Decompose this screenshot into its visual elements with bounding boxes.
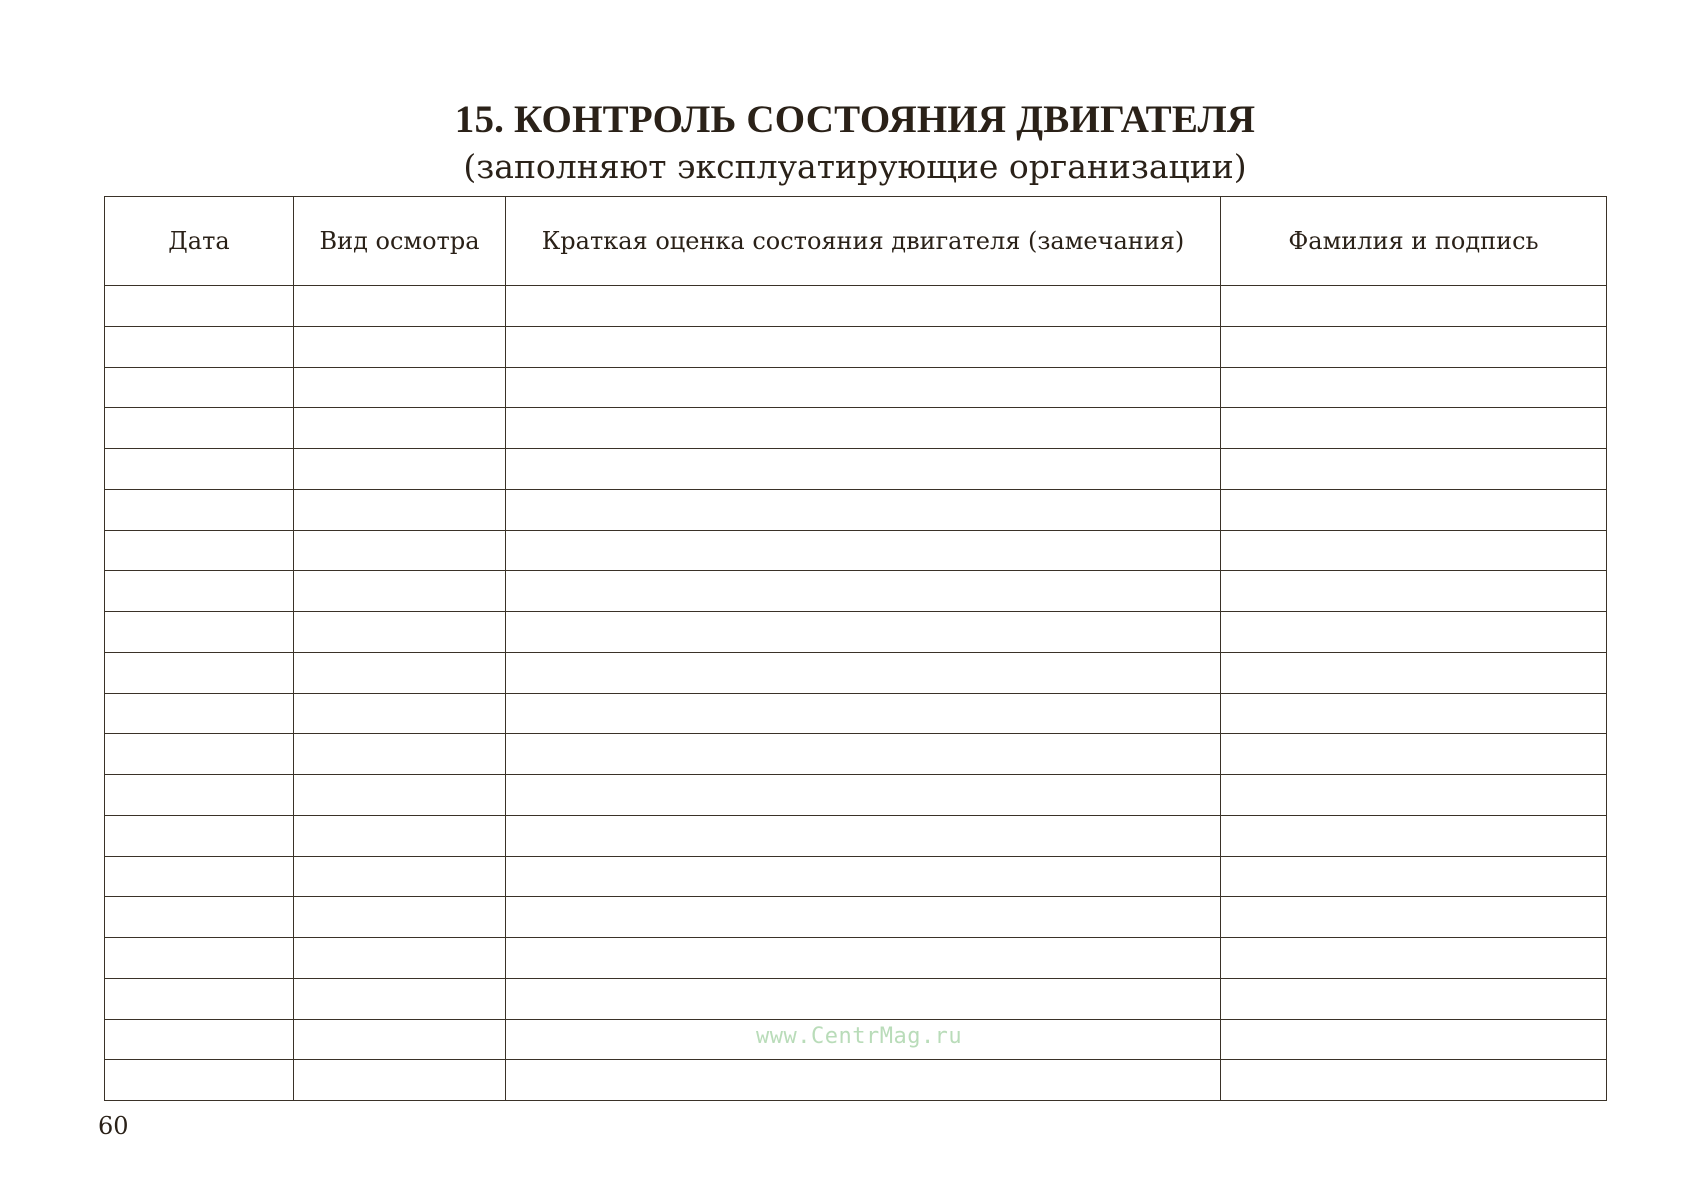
table-row [105, 449, 1607, 490]
table-row [105, 367, 1607, 408]
cell-inspection-type[interactable] [294, 489, 506, 530]
cell-assessment[interactable] [506, 612, 1221, 653]
table-row [105, 408, 1607, 449]
page-number: 60 [98, 1112, 129, 1140]
cell-name-signature[interactable] [1221, 571, 1607, 612]
cell-date[interactable] [105, 286, 294, 327]
table-row [105, 530, 1607, 571]
cell-inspection-type[interactable] [294, 286, 506, 327]
page-title: 15. КОНТРОЛЬ СОСТОЯНИЯ ДВИГАТЕЛЯ [454, 98, 1256, 141]
table-row [105, 286, 1607, 327]
cell-date[interactable] [105, 571, 294, 612]
cell-assessment[interactable] [506, 1060, 1221, 1101]
cell-date[interactable] [105, 938, 294, 979]
cell-assessment[interactable] [506, 367, 1221, 408]
cell-date[interactable] [105, 449, 294, 490]
cell-date[interactable] [105, 408, 294, 449]
column-header-assessment: Краткая оценка состояния двигателя (замечания) [506, 197, 1221, 286]
cell-name-signature[interactable] [1221, 1019, 1607, 1060]
table-row [105, 326, 1607, 367]
cell-assessment[interactable] [506, 897, 1221, 938]
cell-date[interactable] [105, 856, 294, 897]
cell-name-signature[interactable] [1221, 367, 1607, 408]
cell-date[interactable] [105, 815, 294, 856]
cell-name-signature[interactable] [1221, 652, 1607, 693]
cell-inspection-type[interactable] [294, 815, 506, 856]
cell-assessment[interactable] [506, 489, 1221, 530]
cell-assessment[interactable] [506, 530, 1221, 571]
cell-inspection-type[interactable] [294, 775, 506, 816]
cell-inspection-type[interactable] [294, 734, 506, 775]
cell-date[interactable] [105, 1060, 294, 1101]
table-row [105, 897, 1607, 938]
watermark: www.CentrMag.ru [756, 1024, 963, 1049]
cell-inspection-type[interactable] [294, 978, 506, 1019]
table-row [105, 571, 1607, 612]
engine-condition-log-table [104, 196, 1607, 1101]
cell-name-signature[interactable] [1221, 489, 1607, 530]
cell-inspection-type[interactable] [294, 408, 506, 449]
cell-assessment[interactable] [506, 449, 1221, 490]
cell-assessment[interactable] [506, 693, 1221, 734]
cell-name-signature[interactable] [1221, 408, 1607, 449]
cell-inspection-type[interactable] [294, 571, 506, 612]
cell-assessment[interactable] [506, 978, 1221, 1019]
cell-date[interactable] [105, 734, 294, 775]
cell-assessment[interactable] [506, 652, 1221, 693]
table-row [105, 1060, 1607, 1101]
cell-date[interactable] [105, 326, 294, 367]
table-body [105, 286, 1607, 1101]
cell-inspection-type[interactable] [294, 693, 506, 734]
cell-assessment[interactable] [506, 408, 1221, 449]
cell-date[interactable] [105, 897, 294, 938]
cell-inspection-type[interactable] [294, 897, 506, 938]
cell-name-signature[interactable] [1221, 449, 1607, 490]
cell-name-signature[interactable] [1221, 856, 1607, 897]
cell-assessment[interactable] [506, 938, 1221, 979]
cell-inspection-type[interactable] [294, 612, 506, 653]
cell-name-signature[interactable] [1221, 693, 1607, 734]
cell-date[interactable] [105, 367, 294, 408]
cell-name-signature[interactable] [1221, 1060, 1607, 1101]
cell-inspection-type[interactable] [294, 530, 506, 571]
cell-date[interactable] [105, 978, 294, 1019]
table-row [105, 938, 1607, 979]
table-row [105, 693, 1607, 734]
cell-name-signature[interactable] [1221, 326, 1607, 367]
page-subtitle: (заполняют эксплуатирующие организации) [463, 147, 1247, 186]
cell-name-signature[interactable] [1221, 938, 1607, 979]
cell-date[interactable] [105, 693, 294, 734]
cell-inspection-type[interactable] [294, 856, 506, 897]
table-row [105, 612, 1607, 653]
cell-inspection-type[interactable] [294, 326, 506, 367]
cell-date[interactable] [105, 612, 294, 653]
table-row [105, 978, 1607, 1019]
cell-assessment[interactable] [506, 815, 1221, 856]
cell-date[interactable] [105, 775, 294, 816]
cell-name-signature[interactable] [1221, 286, 1607, 327]
cell-assessment[interactable] [506, 775, 1221, 816]
column-header-name-signature: Фамилия и подпись [1221, 197, 1607, 286]
cell-name-signature[interactable] [1221, 897, 1607, 938]
cell-assessment[interactable] [506, 286, 1221, 327]
cell-assessment[interactable] [506, 326, 1221, 367]
table-row [105, 815, 1607, 856]
cell-assessment[interactable] [506, 571, 1221, 612]
cell-inspection-type[interactable] [294, 938, 506, 979]
table-row [105, 856, 1607, 897]
table-row [105, 652, 1607, 693]
log-table-container [104, 196, 1606, 1101]
cell-name-signature[interactable] [1221, 734, 1607, 775]
cell-assessment[interactable] [506, 734, 1221, 775]
table-row [105, 734, 1607, 775]
cell-name-signature[interactable] [1221, 612, 1607, 653]
table-row [105, 775, 1607, 816]
cell-date[interactable] [105, 1019, 294, 1060]
cell-date[interactable] [105, 652, 294, 693]
cell-name-signature[interactable] [1221, 775, 1607, 816]
cell-name-signature[interactable] [1221, 978, 1607, 1019]
cell-inspection-type[interactable] [294, 1019, 506, 1060]
table-row [105, 489, 1607, 530]
cell-inspection-type[interactable] [294, 652, 506, 693]
column-header-inspection-type: Вид осмотра [294, 197, 506, 286]
cell-date[interactable] [105, 530, 294, 571]
table-header-row [105, 197, 1607, 286]
cell-name-signature[interactable] [1221, 530, 1607, 571]
cell-date[interactable] [105, 489, 294, 530]
cell-assessment[interactable] [506, 856, 1221, 897]
cell-inspection-type[interactable] [294, 367, 506, 408]
cell-inspection-type[interactable] [294, 449, 506, 490]
cell-name-signature[interactable] [1221, 815, 1607, 856]
column-header-date: Дата [105, 197, 294, 286]
cell-inspection-type[interactable] [294, 1060, 506, 1101]
